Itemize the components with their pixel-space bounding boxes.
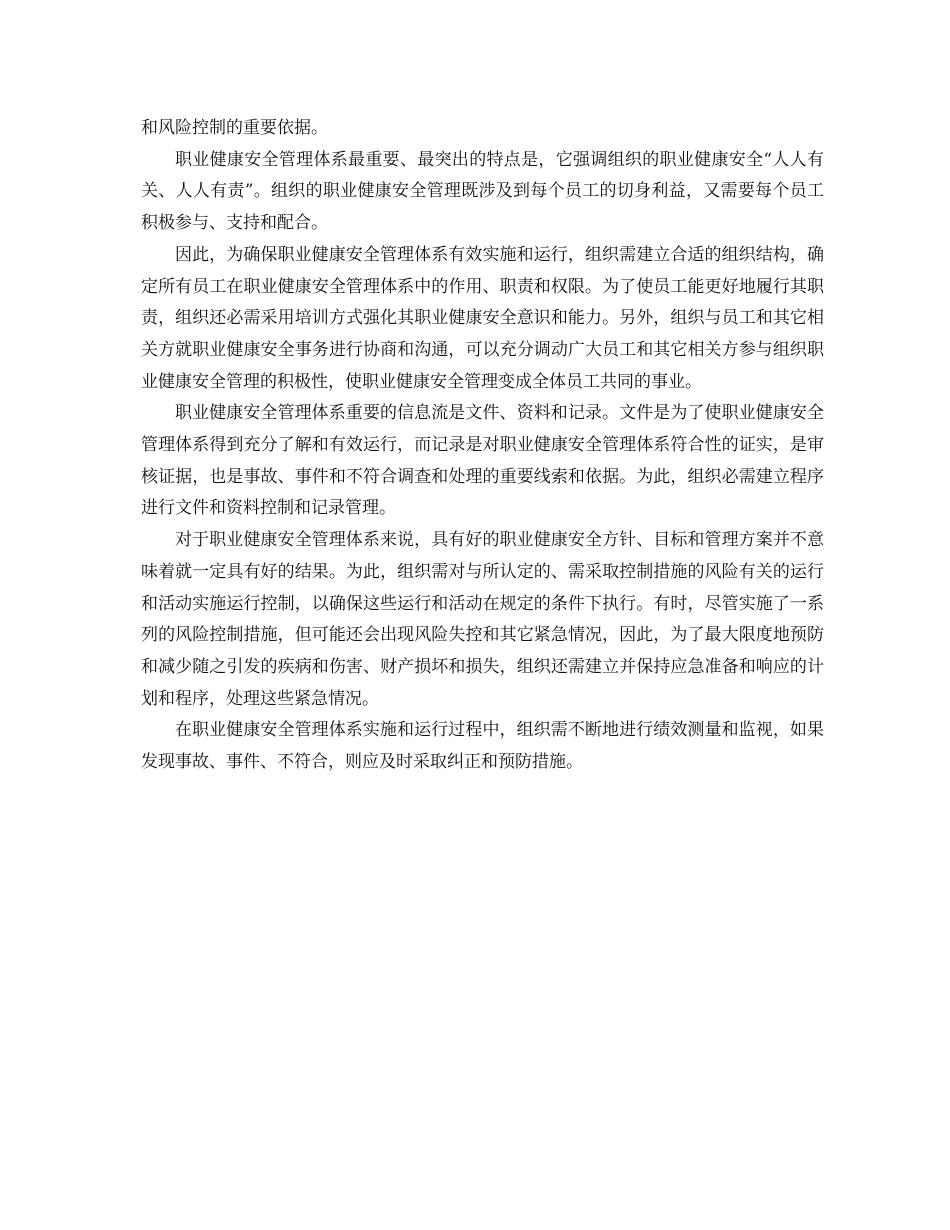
paragraph-organization-structure: 因此，为确保职业健康安全管理体系有效实施和运行，组织需建立合适的组织结构，确定所有员工在职业健康安全管理体系中的作用、职责和权限。为了使员工能更好地履行其职责，组织还必需采用培训方式强化其职业健康安全意识和能力。另外，组织与员工和其它相关方就职业健康安全事务进行协商和沟通，可以充分调动广大员工和其它相关方参与组织职业健康安全管理的积极性，使职业健康安全管理变成全体员工共同的事业。 [141, 244, 824, 392]
paragraph-ohs-characteristics: 职业健康安全管理体系最重要、最突出的特点是，它强调组织的职业健康安全“人人有关、人人有责”。组织的职业健康安全管理既涉及到每个员工的切身利益，又需要每个员工积极参与、支持和配合。 [141, 149, 824, 234]
paragraph-continuation: 和风险控制的重要依据。 [141, 118, 328, 138]
paragraph-operational-control: 对于职业健康安全管理体系来说，具有好的职业健康安全方针、目标和管理方案并不意味着就一定具有好的结果。为此，组织需对与所认定的、需采取控制措施的风险有关的运行和活动实施运行控制，以确保这些运行和活动在规定的条件下执行。有时，尽管实施了一系列的风险控制措施，但可能还会出现风险失控和其它紧急情况，因此，为了最大限度地预防和减少随之引发的疾病和伤害、财产损坏和损失，组织还需建立并保持应急准备和响应的计划和程序，处理这些紧急情况。 [141, 530, 824, 709]
document-body [141, 113, 824, 779]
paragraph-documents-records: 职业健康安全管理体系重要的信息流是文件、资料和记录。文件是为了使职业健康安全管理体系得到充分了解和有效运行，而记录是对职业健康安全管理体系符合性的证实，是审核证据，也是事故、事件和不符合调查和处理的重要线索和依据。为此，组织必需建立程序进行文件和资料控制和记录管理。 [141, 403, 824, 519]
paragraph-performance-monitoring: 在职业健康安全管理体系实施和运行过程中，组织需不断地进行绩效测量和监视，如果发现事故、事件、不符合，则应及时采取纠正和预防措施。 [141, 720, 824, 773]
